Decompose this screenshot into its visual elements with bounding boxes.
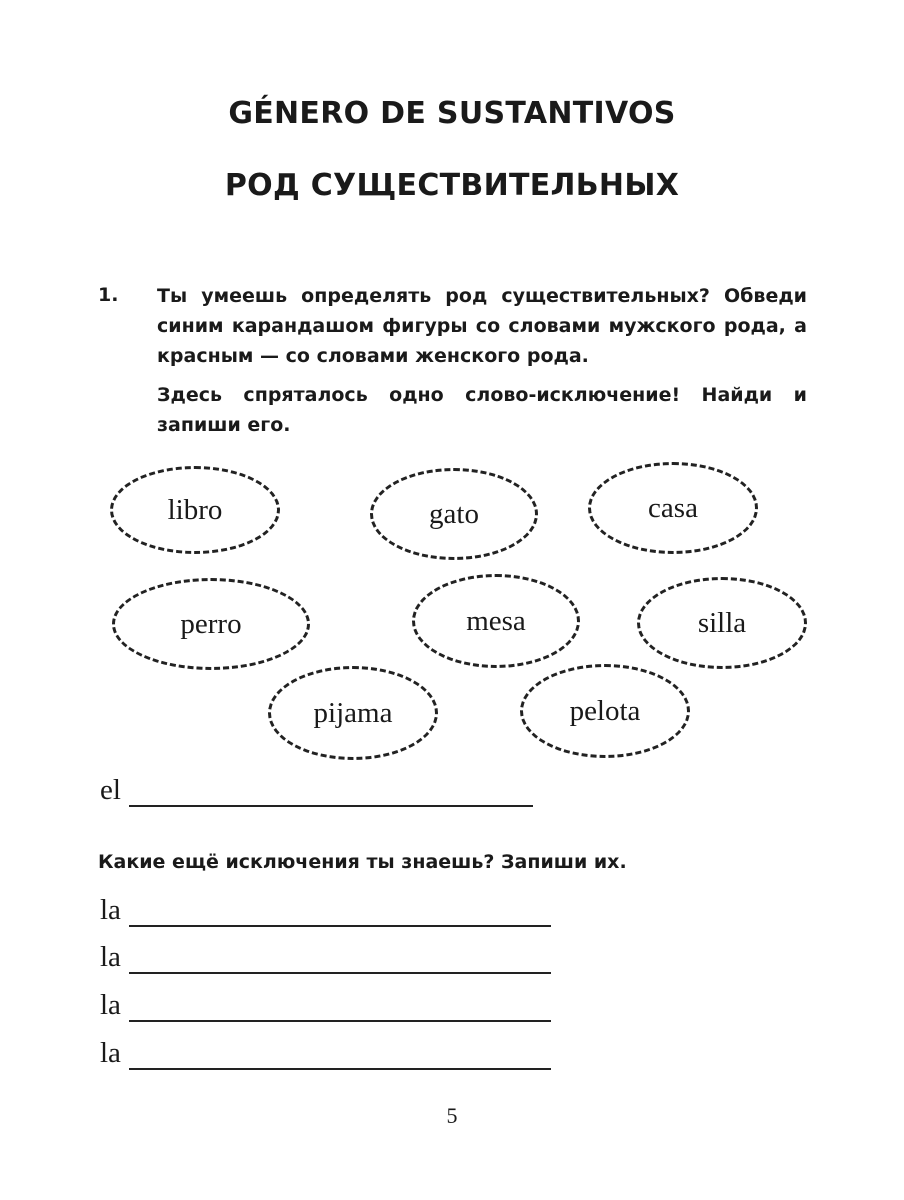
article-label: la [100, 941, 121, 973]
answer-line-1[interactable] [100, 894, 551, 927]
word-label: silla [697, 606, 747, 639]
word-oval-libro[interactable] [110, 466, 280, 554]
write-line[interactable] [129, 903, 551, 927]
word-oval-perro[interactable] [112, 578, 310, 670]
word-oval-silla[interactable] [637, 577, 807, 669]
word-label: perro [180, 607, 242, 640]
word-oval-pelota[interactable] [520, 664, 690, 758]
article-label: la [100, 989, 121, 1021]
article-label: la [100, 894, 121, 926]
exercise-hint: Здесь спряталось одно слово-исключение! Найди и запиши его. [157, 384, 807, 436]
write-line[interactable] [129, 783, 533, 807]
answer-line-4[interactable] [100, 1037, 551, 1070]
word-label: casa [648, 491, 698, 524]
write-line[interactable] [129, 998, 551, 1022]
page-title-spanish: GÉNERO DE SUSTANTIVOS [228, 96, 676, 131]
answer-line-2[interactable] [100, 941, 551, 974]
page-title-russian: РОД СУЩЕСТВИТЕЛЬНЫХ [224, 168, 680, 203]
word-oval-pijama[interactable] [268, 666, 438, 760]
page-number: 5 [446, 1103, 458, 1128]
word-oval-gato[interactable] [370, 468, 538, 560]
exercise-number: 1. [98, 284, 119, 306]
word-label: pelota [569, 694, 641, 727]
write-line[interactable] [129, 950, 551, 974]
article-label: la [100, 1037, 121, 1069]
word-oval-mesa[interactable] [412, 574, 580, 668]
answer-line[interactable] [100, 774, 533, 807]
exercise-instruction: Ты умеешь определять род существительных? Обведи синим карандашом фигуры со словами мужского рода, а красным — со словами женского рода. [157, 285, 807, 367]
word-label: gato [429, 497, 479, 530]
word-oval-casa[interactable] [588, 462, 758, 554]
write-line[interactable] [129, 1046, 551, 1070]
question-text: Какие ещё исключения ты знаешь? Запиши их. [98, 851, 627, 873]
word-label: mesa [466, 604, 526, 637]
word-label: pijama [313, 696, 393, 729]
word-label: libro [167, 493, 223, 526]
answer-line-3[interactable] [100, 989, 551, 1022]
article-label: el [100, 774, 121, 806]
